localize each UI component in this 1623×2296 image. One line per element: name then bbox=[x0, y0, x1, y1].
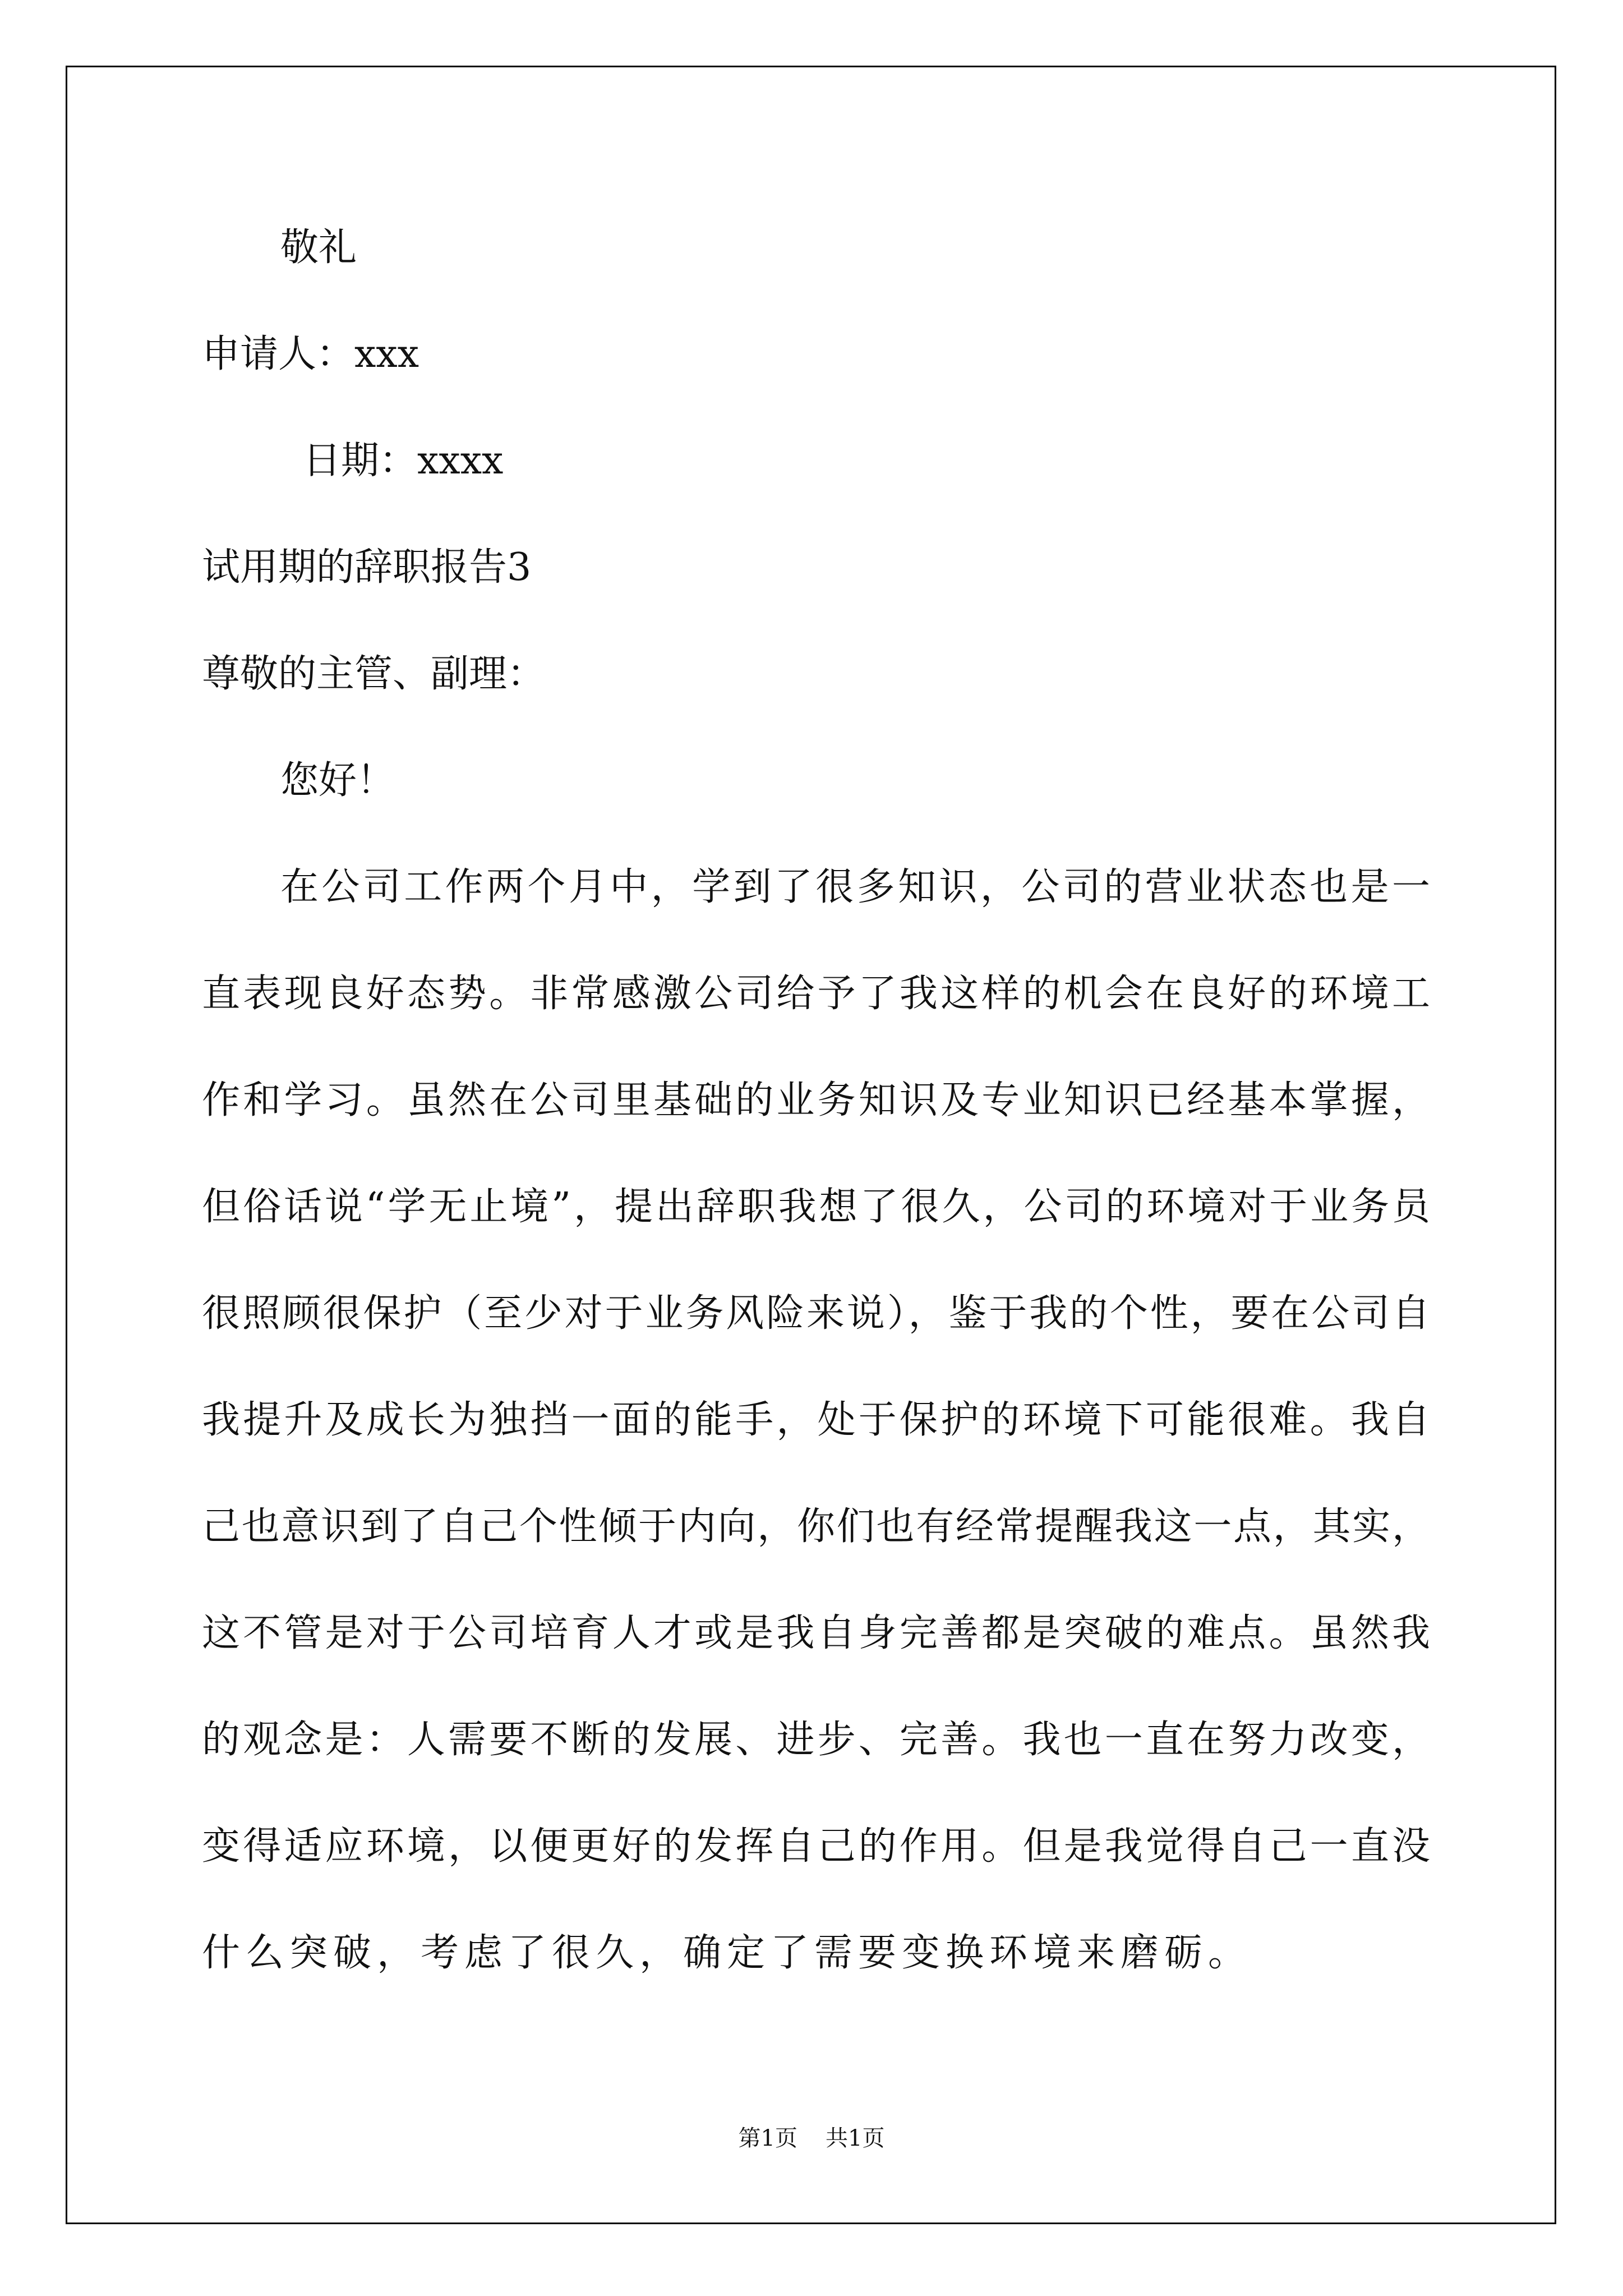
body-line: 己也意识到了自己个性倾于内向，你们也有经常提醒我这一点，其实， bbox=[202, 1504, 1430, 1549]
date-line: 日期：xxxx bbox=[303, 439, 504, 483]
page-total: 共1页 bbox=[826, 2125, 885, 2151]
body-line: 很照顾很保护（至少对于业务风险来说），鉴于我的个性，要在公司自 bbox=[202, 1291, 1430, 1336]
body-line: 在公司工作两个月中，学到了很多知识，公司的营业状态也是一 bbox=[280, 865, 1430, 909]
body-line: 的观念是：人需要不断的发展、进步、完善。我也一直在努力改变， bbox=[202, 1718, 1430, 1762]
body-line: 作和学习。虽然在公司里基础的业务知识及专业知识已经基本掌握， bbox=[202, 1078, 1430, 1122]
page-border bbox=[66, 66, 1556, 2224]
body-line: 什么突破，考虑了很久，确定了需要变换环境来磨砺。 bbox=[202, 1931, 1252, 1975]
report-title: 试用期的辞职报告3 bbox=[202, 545, 532, 590]
body-line: 直表现良好态势。非常感激公司给予了我这样的机会在良好的环境工 bbox=[202, 972, 1430, 1016]
applicant-line: 申请人：xxx bbox=[202, 332, 419, 376]
salutation: 尊敬的主管、副理： bbox=[202, 652, 546, 696]
body-line: 这不管是对于公司培育人才或是我自身完善都是突破的难点。虽然我 bbox=[202, 1611, 1430, 1655]
closing-text: 敬礼 bbox=[280, 226, 357, 270]
body-line: 我提升及成长为独挡一面的能手，处于保护的环境下可能很难。我自 bbox=[202, 1398, 1430, 1442]
greeting: 您好！ bbox=[280, 758, 395, 803]
body-line: 但俗话说“学无止境”，提出辞职我想了很久，公司的环境对于业务员 bbox=[202, 1185, 1430, 1229]
page-number: 第1页 bbox=[738, 2125, 797, 2151]
body-line: 变得适应环境，以便更好的发挥自己的作用。但是我觉得自己一直没 bbox=[202, 1824, 1430, 1869]
page-footer bbox=[0, 2127, 1623, 2150]
